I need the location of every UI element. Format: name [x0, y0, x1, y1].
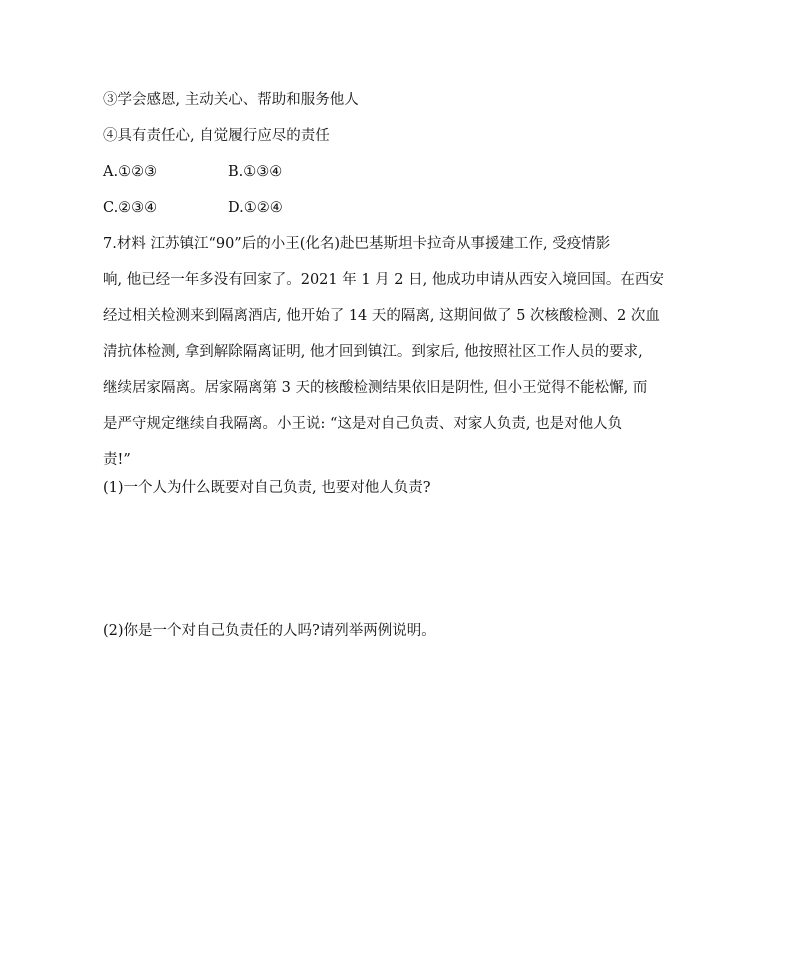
- question-7-line-1: 7.材料 江苏镇江“90”后的小王(化名)赴巴基斯坦卡拉奇从事援建工作, 受疫情影: [103, 236, 611, 252]
- option-a: A.①②③: [103, 164, 158, 180]
- options-row-1: [103, 162, 403, 182]
- question-7-line-6: 是严守规定继续自我隔离。小王说: “这是对自己负责、对家人负责, 也是对他人负: [103, 416, 623, 432]
- options-row-2: [103, 198, 403, 218]
- sub-question-2: (2)你是一个对自己负责任的人吗?请列举两例说明。: [103, 623, 436, 639]
- question-7-line-5: 继续居家隔离。居家隔离第 3 天的核酸检测结果依旧是阴性, 但小王觉得不能松懈, 而: [103, 380, 648, 396]
- sub-question-1: (1)一个人为什么既要对自己负责, 也要对他人负责?: [103, 480, 431, 496]
- statement-3: ③学会感恩, 主动关心、帮助和服务他人: [103, 92, 359, 108]
- question-7-line-7: 责!”: [103, 452, 131, 468]
- option-c: C.②③④: [103, 200, 158, 216]
- question-7-line-4: 清抗体检测, 拿到解除隔离证明, 他才回到镇江。到家后, 他按照社区工作人员的要求,: [103, 344, 643, 360]
- question-7-line-2: 响, 他已经一年多没有回家了。2021 年 1 月 2 日, 他成功申请从西安入境回国。在西安: [103, 272, 664, 288]
- statement-4: ④具有责任心, 自觉履行应尽的责任: [103, 128, 330, 144]
- question-7-line-3: 经过相关检测来到隔离酒店, 他开始了 14 天的隔离, 这期间做了 5 次核酸检测、2 次血: [103, 308, 660, 324]
- option-d: D.①②④: [228, 200, 283, 216]
- option-b: B.①③④: [228, 164, 283, 180]
